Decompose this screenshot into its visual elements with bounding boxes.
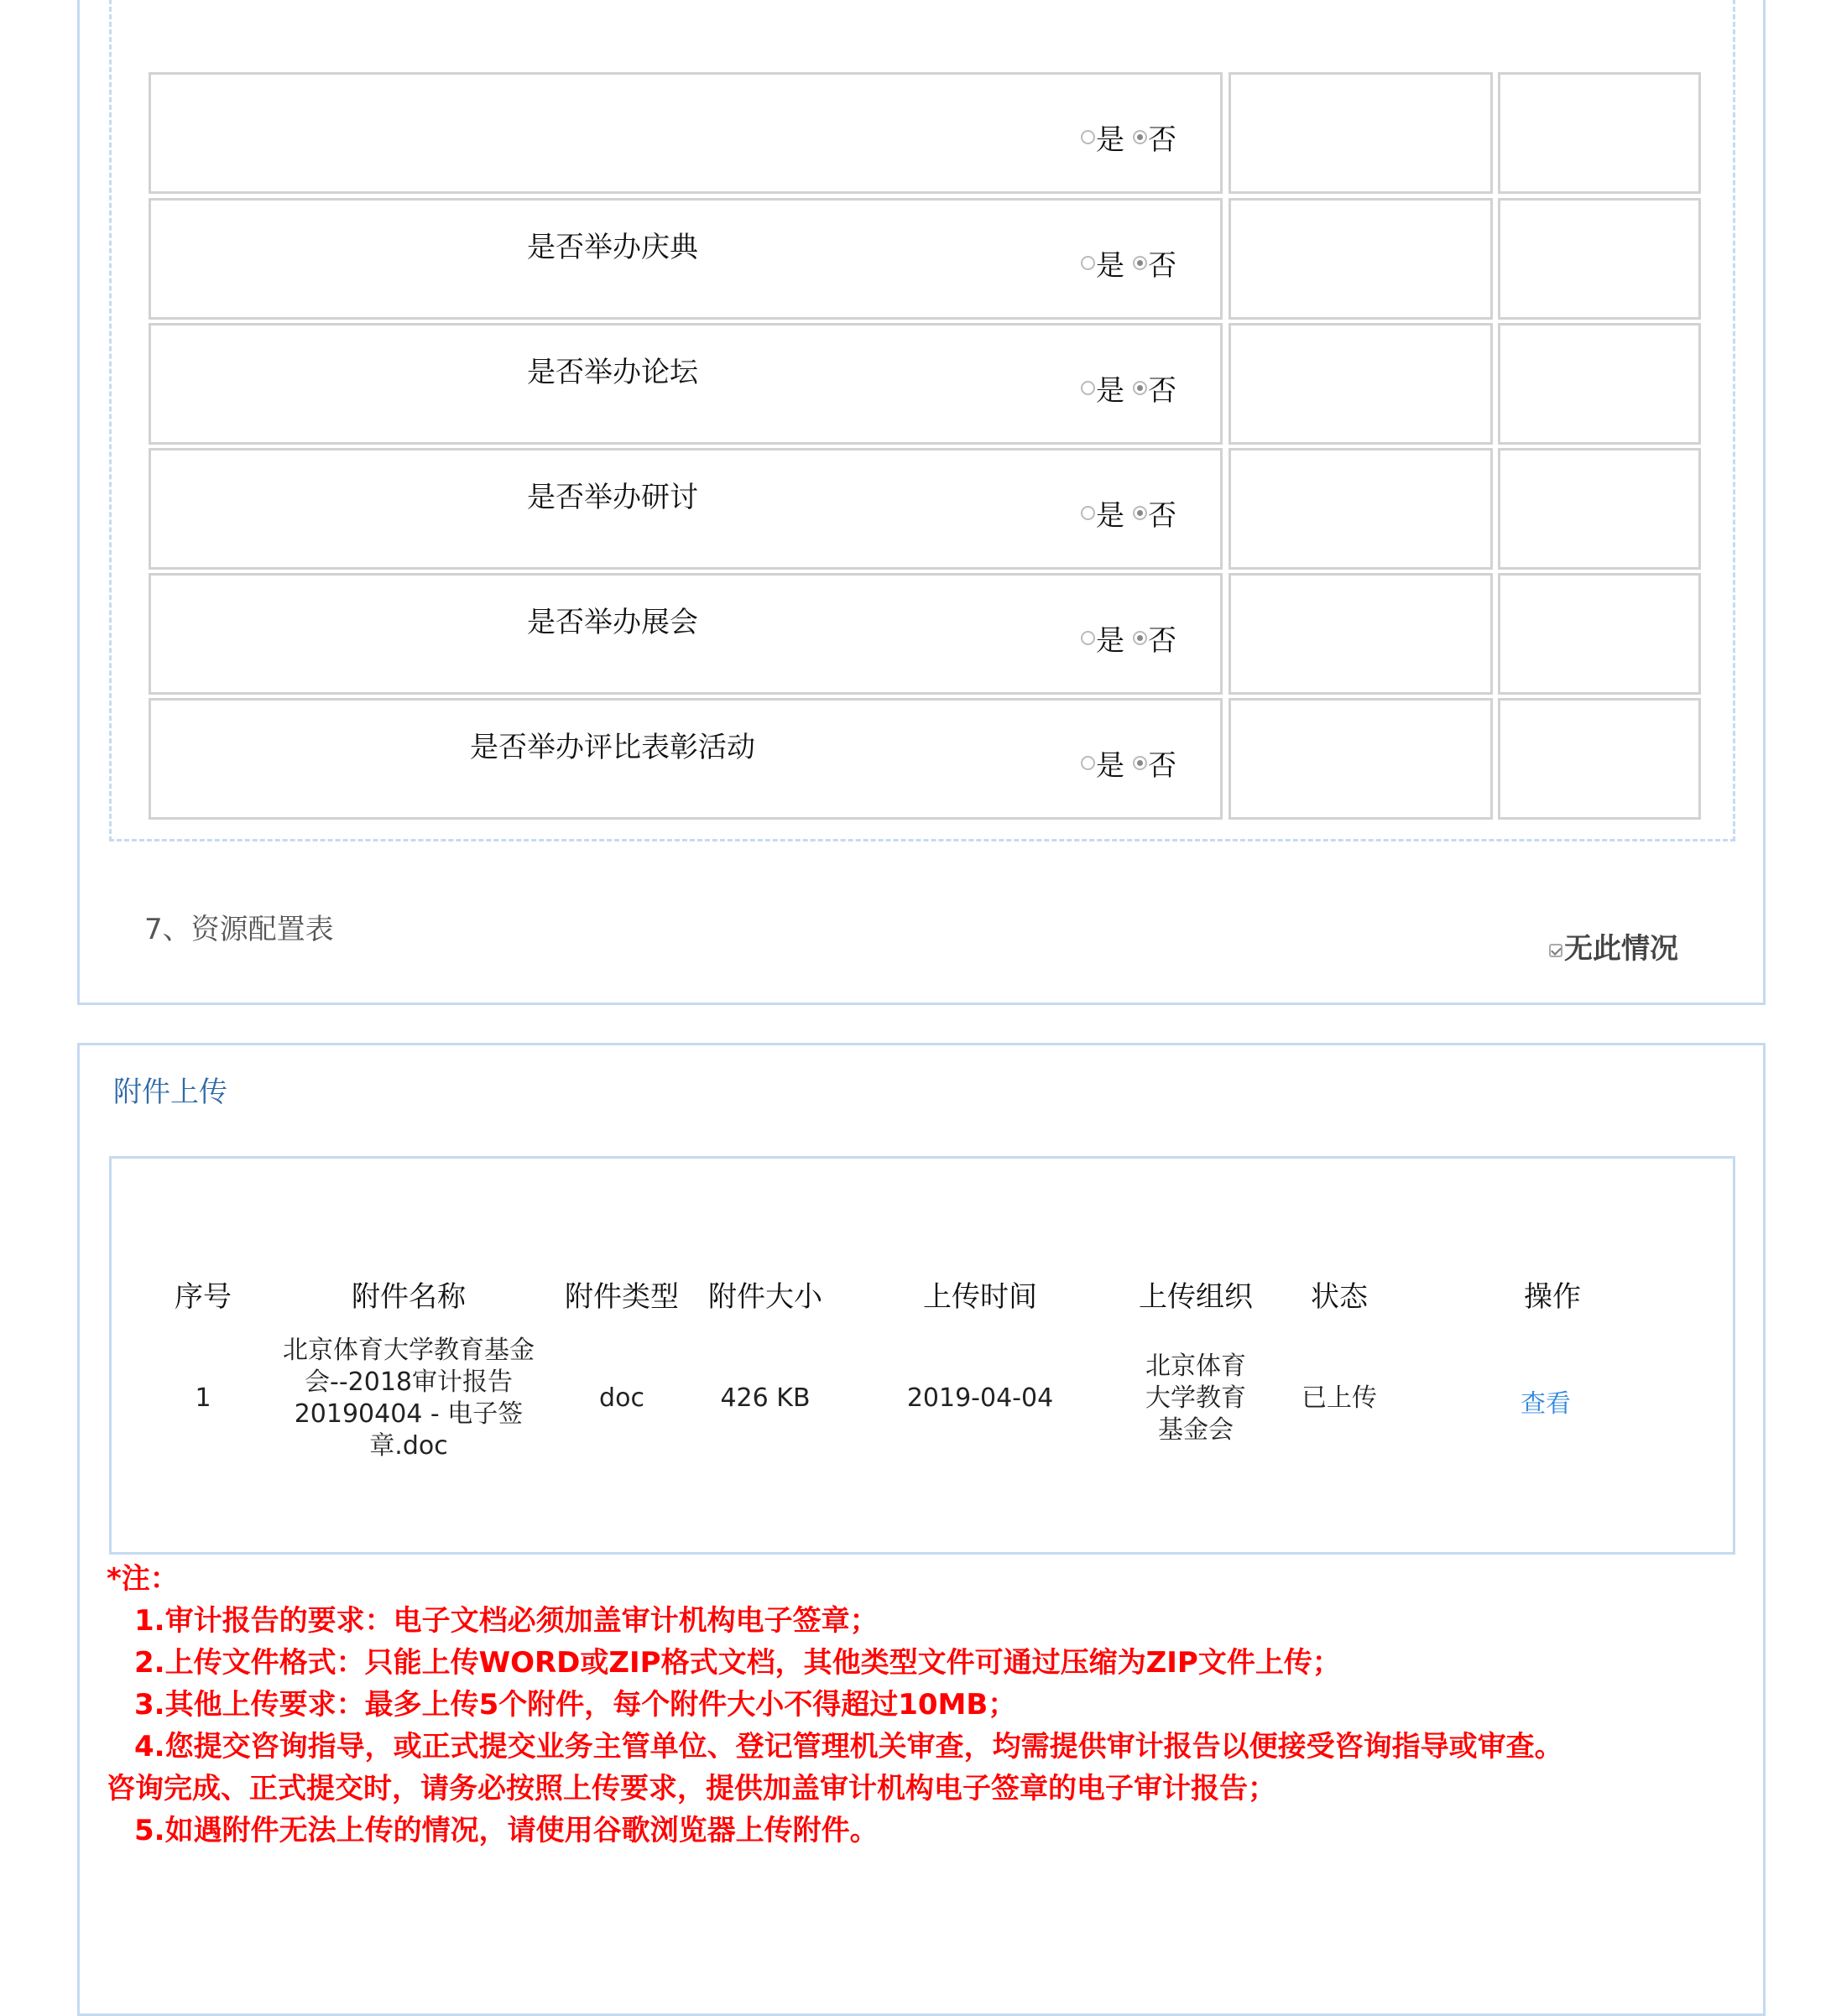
org-line: 基金会: [1158, 1415, 1234, 1445]
question-cell: [149, 698, 1223, 820]
input-cell[interactable]: [1498, 698, 1701, 820]
no-label: 否: [1148, 374, 1176, 408]
note-heading: *注：: [107, 1562, 179, 1596]
name-line: 会--2018审计报告: [305, 1367, 513, 1397]
yes-label: 是: [1096, 749, 1124, 783]
input-cell[interactable]: [1228, 448, 1493, 570]
org-line: 北京体育: [1145, 1352, 1246, 1381]
no-label: 否: [1148, 123, 1176, 157]
input-cell[interactable]: [1498, 198, 1701, 320]
no-radio[interactable]: [1133, 506, 1147, 520]
no-label: 否: [1148, 749, 1176, 783]
name-line: 章.doc: [369, 1431, 448, 1461]
no-radio[interactable]: [1133, 130, 1147, 144]
question-cell: [149, 72, 1223, 194]
yes-no-radio-group: [1081, 242, 1185, 284]
cell-name: [270, 1335, 547, 1462]
yes-radio[interactable]: [1081, 631, 1095, 645]
cell-type: doc: [599, 1383, 644, 1413]
input-cell[interactable]: [1498, 72, 1701, 194]
question-label: 是否举办研讨: [527, 481, 698, 514]
name-line: 北京体育大学教育基金: [283, 1336, 535, 1365]
yes-radio[interactable]: [1081, 506, 1095, 520]
note-item: 5.如遇附件无法上传的情况，请使用谷歌浏览器上传附件。: [134, 1814, 879, 1847]
note-item-continued: 咨询完成、正式提交时，请务必按照上传要求，提供加盖审计机构电子签章的电子审计报告；: [107, 1772, 1276, 1805]
header-action: 操作: [1524, 1280, 1581, 1314]
no-label: 否: [1148, 624, 1176, 658]
note-item: 2.上传文件格式：只能上传WORD或ZIP格式文档，其他类型文件可通过压缩为ZIP文件上传；: [134, 1646, 1341, 1680]
attachment-panel-title: 附件上传: [113, 1076, 227, 1109]
yes-radio[interactable]: [1081, 381, 1095, 395]
no-radio[interactable]: [1133, 256, 1147, 270]
question-label: 是否举办展会: [527, 606, 698, 639]
question-cell: [149, 323, 1223, 445]
input-cell[interactable]: [1498, 573, 1701, 695]
yes-no-radio-group: [1081, 117, 1185, 158]
name-line: 20190404 - 电子签: [294, 1399, 524, 1429]
input-cell[interactable]: [1228, 72, 1493, 194]
input-cell[interactable]: [1228, 323, 1493, 445]
cell-status: 已上传: [1302, 1383, 1377, 1413]
cell-index: 1: [195, 1383, 211, 1413]
no-label: 否: [1148, 249, 1176, 283]
header-name: 附件名称: [352, 1280, 466, 1314]
note-item: 3.其他上传要求：最多上传5个附件，每个附件大小不得超过10MB；: [134, 1688, 1017, 1722]
note-item: 1.审计报告的要求：电子文档必须加盖审计机构电子签章；: [134, 1604, 879, 1638]
yes-no-radio-group: [1081, 742, 1185, 784]
no-radio[interactable]: [1133, 631, 1147, 645]
no-situation-label: 无此情况: [1564, 932, 1678, 966]
question-cell: [149, 198, 1223, 320]
yes-label: 是: [1096, 499, 1124, 533]
question-cell: [149, 573, 1223, 695]
question-label: 是否举办庆典: [527, 231, 698, 264]
yes-label: 是: [1096, 624, 1124, 658]
yes-radio[interactable]: [1081, 256, 1095, 270]
question-cell: [149, 448, 1223, 570]
no-radio[interactable]: [1133, 381, 1147, 395]
view-link[interactable]: 查看: [1521, 1389, 1571, 1419]
yes-label: 是: [1096, 374, 1124, 408]
header-index: 序号: [175, 1280, 232, 1314]
yes-no-radio-group: [1081, 492, 1185, 534]
question-label: 是否举办论坛: [527, 356, 698, 389]
yes-no-radio-group: [1081, 617, 1185, 659]
note-item: 4.您提交咨询指导，或正式提交业务主管单位、登记管理机关审查，均需提供审计报告以便接受咨询指导或审查。: [134, 1730, 1563, 1763]
input-cell[interactable]: [1498, 323, 1701, 445]
upload-notes: [107, 1558, 1776, 1852]
question-label: 是否举办评比表彰活动: [470, 731, 755, 764]
header-type: 附件类型: [565, 1280, 679, 1314]
header-status: 状态: [1311, 1280, 1368, 1314]
yes-label: 是: [1096, 123, 1124, 157]
org-line: 大学教育: [1145, 1383, 1246, 1413]
input-cell[interactable]: [1228, 573, 1493, 695]
checkbox-icon[interactable]: [1549, 944, 1562, 957]
cell-upload-org: [1137, 1351, 1255, 1446]
no-label: 否: [1148, 499, 1176, 533]
yes-label: 是: [1096, 249, 1124, 283]
section-7-title: 7、资源配置表: [144, 913, 334, 946]
yes-no-radio-group: [1081, 367, 1185, 409]
cell-size: 426 KB: [720, 1383, 811, 1413]
input-cell[interactable]: [1228, 198, 1493, 320]
cell-upload-time: 2019-04-04: [906, 1383, 1054, 1413]
yes-radio[interactable]: [1081, 130, 1095, 144]
yes-radio[interactable]: [1081, 756, 1095, 770]
no-radio[interactable]: [1133, 756, 1147, 770]
input-cell[interactable]: [1228, 698, 1493, 820]
input-cell[interactable]: [1498, 448, 1701, 570]
header-size: 附件大小: [708, 1280, 822, 1314]
no-situation-checkbox[interactable]: [1549, 925, 1678, 966]
header-upload-org: 上传组织: [1139, 1280, 1253, 1314]
header-upload-time: 上传时间: [923, 1280, 1037, 1314]
